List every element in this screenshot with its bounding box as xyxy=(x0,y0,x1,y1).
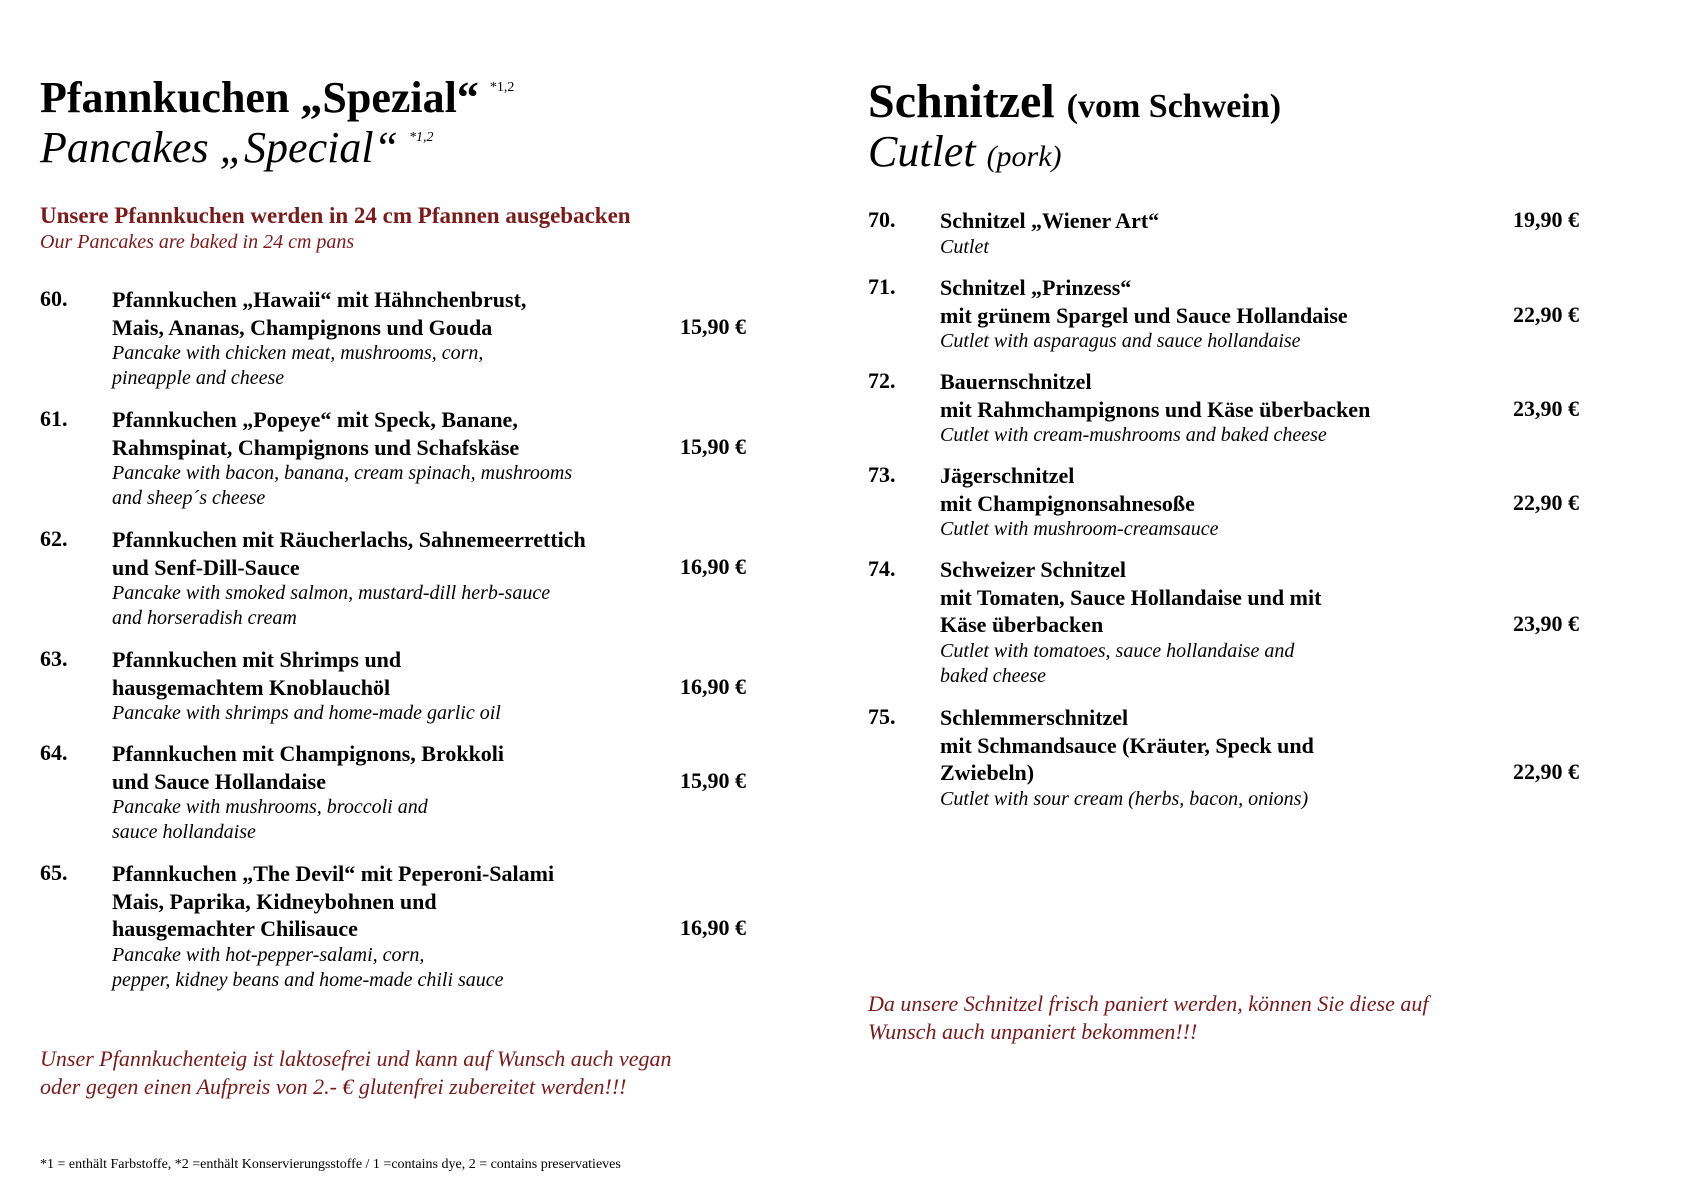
pancake-subtitle xyxy=(40,122,434,173)
menu-item-description xyxy=(112,860,554,993)
menu-item-number: 70. xyxy=(868,207,896,232)
menu-item-description xyxy=(940,368,1370,448)
menu-item-name-de: mit Champignonsahnesoße xyxy=(940,490,1195,516)
menu-item-name-de: und Senf-Dill-Sauce xyxy=(112,554,300,580)
pancake-dough-note-line: Unser Pfannkuchenteig ist laktosefrei und kann auf Wunsch auch vegan xyxy=(40,1046,672,1071)
pancake-dough-note xyxy=(40,1045,672,1101)
menu-item-number: 74. xyxy=(868,556,896,581)
menu-item-description xyxy=(112,646,501,726)
menu-item-number: 60. xyxy=(40,286,68,311)
menu-item-name-en: pepper, kidney beans and home-made chili sauce xyxy=(112,968,504,991)
menu-item-name-de: mit grünem Spargel und Sauce Hollandaise xyxy=(940,302,1348,328)
menu-item-name-en: and sheep´s cheese xyxy=(112,487,266,509)
menu-item-name-en: Pancake with shrimps and home-made garlic oil xyxy=(112,702,501,724)
schnitzel-subtitle-text: Cutlet xyxy=(868,127,976,176)
schnitzel-subtitle-qualifier: (pork) xyxy=(986,140,1062,173)
menu-item-name-de: mit Schmandsauce (Kräuter, Speck und xyxy=(940,732,1314,758)
menu-item-number: 71. xyxy=(868,274,896,299)
menu-item-name-de: hausgemachtem Knoblauchöl xyxy=(112,674,391,700)
menu-item-description xyxy=(940,462,1219,542)
menu-item-number: 75. xyxy=(868,704,896,729)
menu-item-number: 73. xyxy=(868,462,896,487)
menu-item-price: 16,90 € xyxy=(680,915,746,940)
menu-item-description xyxy=(940,556,1321,689)
menu-item-description xyxy=(112,740,504,845)
menu-item-name-de: Pfannkuchen „Popeye“ mit Speck, Banane, xyxy=(112,407,518,432)
pancake-intro-de: Unsere Pfannkuchen werden in 24 cm Pfannen ausgebacken xyxy=(40,203,631,228)
menu-item-name-de: Pfannkuchen mit Champignons, Brokkoli xyxy=(112,741,505,766)
menu-item-price: 15,90 € xyxy=(680,313,746,339)
menu-item-name-de: Käse überbacken xyxy=(940,612,1104,637)
menu-item-name-de: mit Rahmchampignons und Käse überbacken xyxy=(940,396,1371,422)
menu-item-price: 16,90 € xyxy=(680,553,746,579)
menu-item-price: 23,90 € xyxy=(1513,611,1579,636)
allergen-footnote: *1 = enthält Farbstoffe, *2 =enthält Konservierungsstoffe / 1 =contains dye, 2 = contains preservatieves xyxy=(40,1157,621,1172)
menu-item-price: 22,90 € xyxy=(1513,759,1579,784)
menu-item-description xyxy=(112,406,572,511)
schnitzel-title-text: Schnitzel xyxy=(868,75,1055,128)
pancake-title-text: Pfannkuchen „Spezial“ xyxy=(40,73,479,122)
menu-item-name-en: Cutlet with asparagus and sauce hollandaise xyxy=(940,330,1301,352)
menu-item-name-de: mit Tomaten, Sauce Hollandaise und mit xyxy=(940,584,1322,610)
menu-item-name-en: baked cheese xyxy=(940,664,1047,687)
menu-item-name-en: Cutlet xyxy=(940,235,989,258)
menu-item-description xyxy=(112,286,526,391)
menu-item-name-de: Schnitzel „Prinzess“ xyxy=(940,275,1132,300)
menu-item-price: 15,90 € xyxy=(680,767,746,793)
menu-item-price: 19,90 € xyxy=(1513,207,1579,232)
schnitzel-breading-note-line: Da unsere Schnitzel frisch paniert werden, können Sie diese auf xyxy=(868,991,1429,1016)
menu-item-name-de: Pfannkuchen mit Räucherlachs, Sahnemeerrettich xyxy=(112,527,586,552)
menu-item-price: 15,90 € xyxy=(680,433,746,459)
menu-item-name-de: hausgemachter Chilisauce xyxy=(112,916,358,941)
menu-item-number: 72. xyxy=(868,368,896,393)
menu-item-name-en: Pancake with smoked salmon, mustard-dill herb-sauce xyxy=(112,582,551,604)
menu-item-name-de: Pfannkuchen „Hawaii“ mit Hähnchenbrust, xyxy=(112,287,527,312)
menu-item-name-en: Pancake with mushrooms, broccoli and xyxy=(112,796,428,818)
menu-item-price: 22,90 € xyxy=(1513,489,1579,515)
pancake-dough-note-line: oder gegen einen Aufpreis von 2.- € glutenfrei zubereitet werden!!! xyxy=(40,1074,627,1099)
menu-item-number: 64. xyxy=(40,740,68,765)
menu-item-name-de: Rahmspinat, Champignons und Schafskäse xyxy=(112,434,520,460)
menu-item-name-en: pineapple and cheese xyxy=(112,367,285,389)
menu-item-name-de: Pfannkuchen mit Shrimps und xyxy=(112,647,402,672)
menu-item-name-de: Schweizer Schnitzel xyxy=(940,557,1126,582)
menu-item-name-de: Pfannkuchen „The Devil“ mit Peperoni-Salami xyxy=(112,861,555,886)
menu-item-name-en: sauce hollandaise xyxy=(112,821,256,843)
menu-item-name-en: Pancake with hot-pepper-salami, corn, xyxy=(112,943,425,966)
schnitzel-breading-note-line: Wunsch auch unpaniert bekommen!!! xyxy=(868,1019,1198,1044)
menu-item-description xyxy=(940,274,1348,354)
schnitzel-title xyxy=(868,74,1281,129)
menu-item-number: 61. xyxy=(40,406,68,431)
menu-item-name-en: Cutlet with cream-mushrooms and baked cheese xyxy=(940,424,1327,446)
menu-item-price: 22,90 € xyxy=(1513,301,1579,327)
pancake-subtitle-text: Pancakes „Special“ xyxy=(40,123,399,172)
menu-item-number: 63. xyxy=(40,646,68,671)
menu-item-price: 16,90 € xyxy=(680,673,746,699)
menu-item-name-en: and horseradish cream xyxy=(112,607,297,629)
schnitzel-subtitle xyxy=(868,126,1062,177)
menu-item-description xyxy=(940,704,1314,812)
pancake-title-allergen-note: *1,2 xyxy=(489,80,515,95)
pancake-title xyxy=(40,72,514,123)
menu-item-number: 65. xyxy=(40,860,68,885)
menu-item-number: 62. xyxy=(40,526,68,551)
schnitzel-title-qualifier: (vom Schwein) xyxy=(1066,88,1282,125)
menu-item-name-en: Cutlet with mushroom-creamsauce xyxy=(940,518,1219,540)
menu-item-name-de: und Sauce Hollandaise xyxy=(112,768,326,794)
menu-item-description xyxy=(112,526,586,631)
menu-item-name-en: Cutlet with sour cream (herbs, bacon, onions) xyxy=(940,787,1309,810)
menu-item-name-de: Schnitzel „Wiener Art“ xyxy=(940,208,1160,233)
pancake-intro-en: Our Pancakes are baked in 24 cm pans xyxy=(40,231,355,253)
menu-item-name-de: Bauernschnitzel xyxy=(940,369,1092,394)
menu-item-price: 23,90 € xyxy=(1513,395,1579,421)
menu-item-name-en: Cutlet with tomatoes, sauce hollandaise and xyxy=(940,639,1295,662)
menu-item-name-en: Pancake with chicken meat, mushrooms, corn, xyxy=(112,342,484,364)
menu-item-name-en: Pancake with bacon, banana, cream spinach, mushrooms xyxy=(112,462,573,484)
menu-item-name-de: Zwiebeln) xyxy=(940,760,1035,785)
menu-item-name-de: Mais, Ananas, Champignons und Gouda xyxy=(112,314,493,340)
schnitzel-breading-note xyxy=(868,990,1428,1046)
menu-item-name-de: Jägerschnitzel xyxy=(940,463,1075,488)
menu-item-name-de: Schlemmerschnitzel xyxy=(940,705,1129,730)
pancake-subtitle-allergen-note: *1,2 xyxy=(409,130,434,145)
menu-item-name-de: Mais, Paprika, Kidneybohnen und xyxy=(112,888,437,914)
menu-item-description xyxy=(940,207,1159,260)
